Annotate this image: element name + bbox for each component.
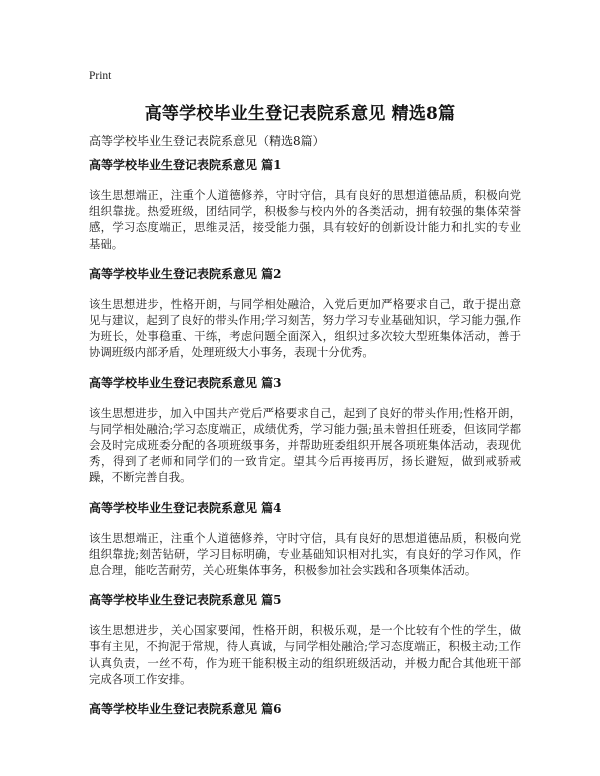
document-content	[89, 157, 521, 731]
section-heading: 高等学校毕业生登记表院系意见 篇3	[89, 375, 282, 390]
section-heading: 高等学校毕业生登记表院系意见 篇5	[89, 593, 282, 608]
section-6	[89, 701, 521, 717]
section-body: 该生思想进步，性格开朗，与同学相处融洽，入党后更加严格要求自己，敢于提出意见与建议，起到了良好的带头作用;学习刻苦，努力学习专业基础知识，学习能力强,作为班长，处事稳重、干练，考虑问题全面深入，组织过多次较大型班集体活动，善于协调班级内部矛盾，处理班级大小事务，表现十分优秀。	[89, 296, 521, 360]
section-4	[89, 500, 521, 579]
section-body: 该生思想端正，注重个人道德修养，守时守信，具有良好的思想道德品质，积极向党组织靠拢。热爱班级，团结同学，积极参与校内外的各类活动，拥有较强的集体荣誉感，学习态度端正，思维灵活，接受能力强，具有较好的创新设计能力和扎实的专业基础。	[89, 188, 521, 251]
section-5	[89, 592, 521, 687]
section-body: 该生思想端正，注重个人道德修养，守时守信，具有良好的思想道德品质，积极向党组织靠拢;刻苦钻研，学习目标明确，专业基础知识相对扎实，有良好的学习作风，作息合理，能吃苦耐劳，关心班集体事务，积极参加社会实践和各项集体活动。	[89, 530, 521, 578]
section-1	[89, 157, 521, 252]
section-heading: 高等学校毕业生登记表院系意见 篇4	[89, 500, 282, 515]
page-title: 高等学校毕业生登记表院系意见 精选8篇	[144, 104, 456, 124]
section-3	[89, 375, 521, 486]
section-heading: 高等学校毕业生登记表院系意见 篇2	[89, 266, 282, 281]
section-heading: 高等学校毕业生登记表院系意见 篇1	[89, 158, 282, 172]
intro-line: 高等学校毕业生登记表院系意见（精选8篇）	[89, 134, 325, 148]
print-label[interactable]: Print	[89, 70, 112, 82]
section-body: 该生思想进步，关心国家要闻，性格开朗，积极乐观，是一个比较有个性的学生，做事有主见，不拘泥于常规，待人真诚，与同学相处融洽;学习态度端正，积极主动;工作认真负责，一丝不苟，作为班干能积极主动的组织班级活动，并极力配合其他班干部完成各项工作安排。	[89, 623, 521, 686]
section-body: 该生思想进步，加入中国共产党后严格要求自己，起到了良好的带头作用;性格开朗，与同学相处融洽;学习态度端正，成绩优秀，学习能力强;虽未曾担任班委，但该同学都会及时完成班委分配的各项班级事务，并帮助班委组织开展各项班集体活动，表现优秀，得到了老师和同学们的一致肯定。望其今后再接再厉，扬长避短，做到戒骄戒躁，不断完善自我。	[89, 405, 521, 485]
section-2	[89, 266, 521, 361]
section-heading: 高等学校毕业生登记表院系意见 篇6	[89, 702, 282, 717]
